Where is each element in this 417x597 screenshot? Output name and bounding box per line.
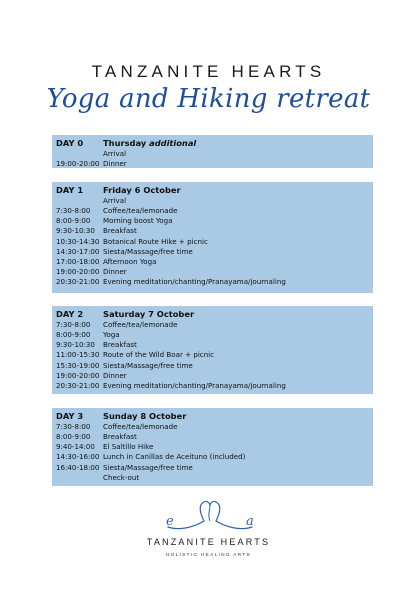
day-title: Sunday 8 October: [103, 411, 187, 421]
schedule-row: [52, 330, 373, 340]
schedule-row: [52, 432, 373, 442]
row-time: 7:30-8:00: [56, 422, 91, 431]
schedule-row: [52, 149, 373, 159]
schedule-row: [52, 206, 373, 216]
schedule-row: [52, 463, 373, 473]
schedule-row: [52, 267, 373, 277]
row-activity: Arrival: [103, 196, 127, 205]
row-activity: Siesta/Massage/free time: [103, 246, 193, 256]
day-block-1: [52, 182, 373, 293]
schedule-row: [52, 422, 373, 432]
row-activity: Breakfast: [103, 432, 137, 442]
row-activity: Morning boost Yoga: [103, 216, 173, 226]
schedule-row: [52, 371, 373, 381]
row-time: 19:00-20:00: [56, 370, 100, 380]
brand-title: TANZANITE HEARTS: [91, 62, 326, 81]
row-activity: Botanical Route Hike + picnic: [103, 236, 208, 246]
row-activity: Coffee/tea/lemonade: [103, 206, 178, 216]
schedule-row: [52, 159, 373, 169]
row-time: 20:30-21:00: [56, 380, 100, 390]
schedule-row: [52, 216, 373, 226]
row-time: 9:30-10:30: [56, 340, 95, 350]
schedule-row: [52, 226, 373, 236]
row-activity: Dinner: [103, 370, 127, 380]
svg-text:a: a: [246, 514, 254, 529]
day-block-3: [52, 408, 373, 486]
row-activity: Dinner: [103, 266, 127, 276]
row-activity: Arrival: [103, 149, 127, 158]
row-activity: Check-out: [103, 472, 140, 482]
schedule-row: [52, 350, 373, 360]
row-time: [52, 473, 103, 483]
row-time: 20:30-21:00: [56, 277, 100, 287]
day-title: Saturday 7 October: [103, 309, 195, 319]
row-time: 10:30-14:30: [56, 236, 100, 246]
row-activity: Route of the Wild Boar + picnic: [103, 350, 215, 360]
schedule-row: [52, 320, 373, 330]
row-activity: Coffee/tea/lemonade: [103, 320, 178, 329]
footer-brand-name: TANZANITE HEARTS: [146, 537, 271, 547]
day-title: [103, 137, 373, 149]
svg-text:e: e: [166, 514, 174, 529]
day-header: [52, 184, 373, 196]
schedule-row: [52, 340, 373, 350]
row-time: 7:30-8:00: [56, 206, 91, 216]
row-activity: El Saltillo Hike: [103, 442, 154, 452]
day-header: [52, 308, 373, 320]
day-block-2: [52, 306, 373, 394]
row-time: [52, 149, 103, 159]
row-activity: Evening meditation/chanting/Pranayama/journaling: [103, 277, 286, 287]
schedule-row: [52, 277, 373, 287]
row-time: 16:40-18:00: [56, 462, 100, 472]
day-label: DAY 1: [56, 185, 84, 195]
footer-tagline: HOLISTIC HEALING ARTS: [165, 552, 252, 557]
row-time: 8:00-9:00: [56, 216, 91, 226]
heart-logo-icon: [160, 497, 260, 535]
row-activity: Lunch in Canillas de Aceituno (included): [103, 452, 246, 462]
row-time: 17:00-18:00: [56, 256, 100, 266]
row-time: 7:30-8:00: [56, 320, 91, 329]
row-activity: Dinner: [103, 159, 127, 169]
row-time: 9:30-10:30: [56, 226, 95, 236]
schedule-row: [52, 442, 373, 452]
day-header: [52, 137, 373, 149]
row-time: [52, 196, 103, 206]
schedule-row: [52, 257, 373, 267]
schedule-row: [52, 381, 373, 391]
row-time: 8:00-9:00: [56, 432, 91, 442]
row-time: 15:30-19:00: [56, 360, 100, 370]
row-activity: Siesta/Massage/free time: [103, 360, 193, 370]
day-label: DAY 0: [56, 138, 84, 148]
row-time: 14:30-16:00: [56, 452, 100, 462]
row-activity: Evening meditation/chanting/Pranayama/journaling: [103, 380, 286, 390]
row-time: 9:40-14:00: [56, 442, 95, 452]
row-activity: Breakfast: [103, 340, 137, 350]
row-activity: Afternoon Yoga: [103, 256, 157, 266]
row-time: 11:00-15:30: [56, 350, 100, 360]
day-title-text: Thursday: [103, 138, 147, 148]
schedule-row: [52, 452, 373, 462]
schedule-row: [52, 237, 373, 247]
schedule-row: [52, 473, 373, 483]
day-label: DAY 2: [56, 309, 84, 319]
row-time: 19:00-20:00: [56, 159, 100, 169]
schedule-row: [52, 361, 373, 371]
row-time: 19:00-20:00: [56, 266, 100, 276]
schedule-row: [52, 196, 373, 206]
row-activity: Coffee/tea/lemonade: [103, 422, 178, 431]
day-header: [52, 410, 373, 422]
schedule-row: [52, 247, 373, 257]
row-activity: Yoga: [103, 330, 120, 340]
day-title: Friday 6 October: [103, 185, 181, 195]
row-activity: Breakfast: [103, 226, 137, 236]
day-label: DAY 3: [56, 411, 84, 421]
row-time: 14:30-17:00: [56, 246, 100, 256]
row-time: 8:00-9:00: [56, 330, 91, 340]
row-activity: Siesta/Massage/free time: [103, 462, 193, 472]
day-block-0: [52, 135, 373, 168]
day-title-note: additional: [149, 138, 197, 148]
retreat-subtitle: Yoga and Hiking retreat: [46, 84, 371, 114]
